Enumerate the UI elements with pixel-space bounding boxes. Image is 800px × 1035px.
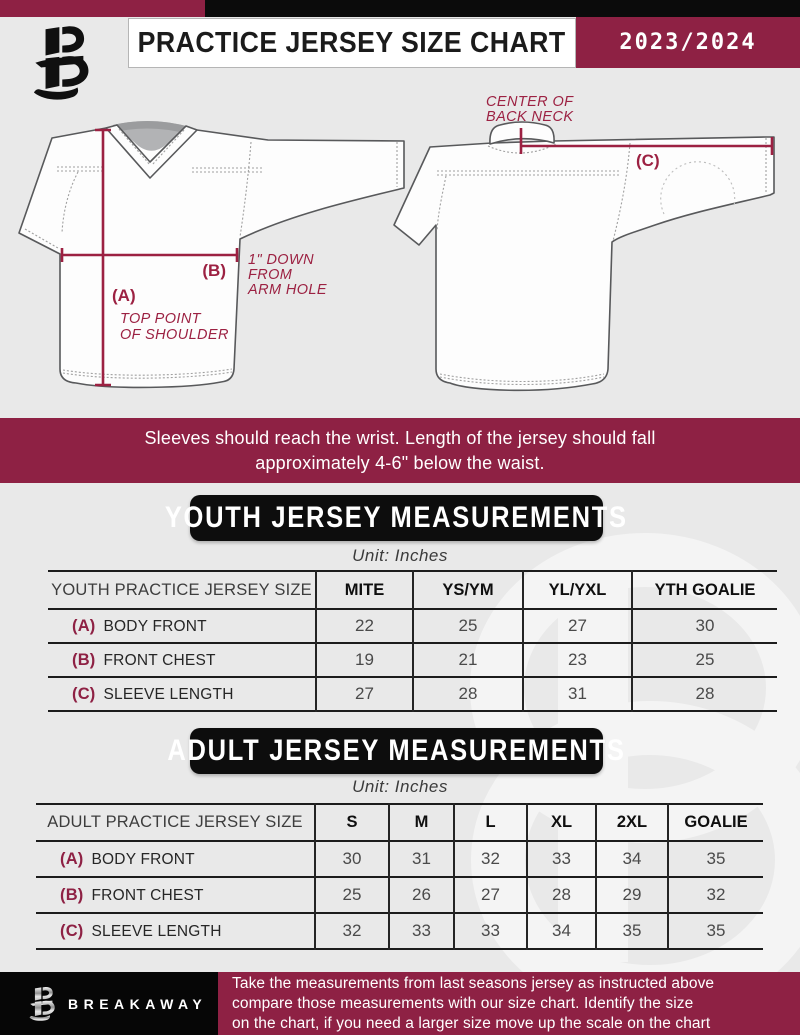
table-cell-value: 31 (389, 841, 454, 877)
column-header: MITE (316, 571, 413, 609)
fit-notice-banner (0, 418, 800, 483)
row-label: FRONT CHEST (103, 651, 216, 669)
table-cell-value: 33 (389, 913, 454, 949)
breakaway-logo-footer (26, 985, 60, 1022)
table-cell-value: 33 (454, 913, 527, 949)
table-cell-value: 27 (523, 609, 632, 643)
table-cell-value: 32 (668, 877, 763, 913)
table-cell-value: 30 (315, 841, 389, 877)
table-cell-value: 28 (632, 677, 777, 711)
row-key: (A) (72, 616, 96, 635)
table-row (48, 677, 777, 711)
column-header: S (315, 804, 389, 841)
table-cell-value: 25 (315, 877, 389, 913)
footer-instructions-line-1: Take the measurements from last seasons jersey as instructed above (232, 974, 715, 992)
row-label-cell (48, 643, 316, 677)
table-cell-value: 33 (527, 841, 596, 877)
row-label: SLEEVE LENGTH (103, 685, 234, 703)
table-row (36, 841, 763, 877)
column-header: YTH GOALIE (632, 571, 777, 609)
table-cell-value: 32 (454, 841, 527, 877)
label-b-text-3: ARM HOLE (248, 282, 327, 298)
footer-instructions-line-2: compare those measurements with our size chart. Identify the size (232, 994, 694, 1012)
row-key: (B) (60, 885, 84, 904)
fit-notice-line-2: approximately 4-6" below the waist. (255, 452, 545, 473)
row-label-cell (36, 913, 315, 949)
footer-instructions-line-3: on the chart, if you need a larger size move up the scale on the chart (232, 1014, 711, 1032)
column-header: YL/YXL (523, 571, 632, 609)
table-cell-value: 34 (596, 841, 668, 877)
adult-heading-text: ADULT JERSEY MEASUREMENTS (167, 734, 626, 767)
table-cell-value: 30 (632, 609, 777, 643)
table-cell-value: 25 (632, 643, 777, 677)
table-cell-value: 27 (454, 877, 527, 913)
table-cell-value: 35 (668, 913, 763, 949)
brand-name: BREAKAWAY (68, 995, 208, 1012)
label-c: (C) (636, 151, 660, 170)
youth-section-heading (165, 495, 628, 541)
table-header-row (36, 804, 763, 841)
footer-brand-block (0, 972, 218, 1035)
adult-section-heading (167, 728, 626, 774)
column-header: L (454, 804, 527, 841)
table-cell-value: 22 (316, 609, 413, 643)
table-row (48, 643, 777, 677)
table-row (36, 877, 763, 913)
row-label-cell (36, 841, 315, 877)
table-cell-value: 27 (316, 677, 413, 711)
youth-size-table (48, 570, 777, 712)
youth-heading-text: YOUTH JERSEY MEASUREMENTS (165, 501, 628, 534)
season-text: 2023/2024 (619, 30, 757, 55)
label-b: (B) (202, 261, 226, 280)
label-a-text-2: OF SHOULDER (120, 327, 229, 343)
row-label-cell (48, 677, 316, 711)
table-row (48, 609, 777, 643)
label-b-text-1: 1" DOWN (248, 252, 314, 268)
adult-unit-label: Unit: Inches (352, 777, 448, 796)
table-cell-value: 28 (413, 677, 523, 711)
season-badge (576, 17, 800, 68)
row-label: FRONT CHEST (91, 886, 204, 904)
adult-size-table (36, 803, 763, 950)
row-label: SLEEVE LENGTH (91, 922, 222, 940)
row-key: (B) (72, 650, 96, 669)
table-cell-value: 35 (596, 913, 668, 949)
table-cell-value: 19 (316, 643, 413, 677)
top-strip-maroon (0, 0, 205, 17)
label-c-text-2: BACK NECK (486, 109, 574, 125)
footer-instructions (218, 972, 800, 1035)
column-header: YS/YM (413, 571, 523, 609)
jersey-diagram (0, 85, 800, 420)
table-cell-value: 31 (523, 677, 632, 711)
column-header: XL (527, 804, 596, 841)
size-header-cell: ADULT PRACTICE JERSEY SIZE (47, 813, 303, 831)
column-header: 2XL (596, 804, 668, 841)
table-cell-value: 29 (596, 877, 668, 913)
label-b-text-2: FROM (248, 267, 293, 283)
row-label: BODY FRONT (91, 850, 195, 868)
row-label: BODY FRONT (103, 617, 207, 635)
table-cell-value: 34 (527, 913, 596, 949)
size-header-cell: YOUTH PRACTICE JERSEY SIZE (51, 580, 312, 599)
top-strip-black (205, 0, 800, 17)
table-cell-value: 23 (523, 643, 632, 677)
table-cell-value: 25 (413, 609, 523, 643)
table-cell-value: 35 (668, 841, 763, 877)
table-header-row (48, 571, 777, 609)
page-title (128, 18, 576, 68)
row-key: (C) (60, 921, 84, 940)
table-cell-value: 28 (527, 877, 596, 913)
row-label-cell (48, 609, 316, 643)
row-key: (A) (60, 849, 84, 868)
youth-unit-label: Unit: Inches (352, 546, 448, 565)
column-header: GOALIE (668, 804, 763, 841)
row-key: (C) (72, 684, 96, 703)
table-cell-value: 32 (315, 913, 389, 949)
fit-notice-line-1: Sleeves should reach the wrist. Length of the jersey should fall (144, 427, 656, 448)
table-cell-value: 21 (413, 643, 523, 677)
jersey-back-view (394, 122, 774, 390)
column-header: M (389, 804, 454, 841)
table-cell-value: 26 (389, 877, 454, 913)
label-c-text-1: CENTER OF (486, 94, 574, 110)
label-a: (A) (112, 286, 136, 305)
row-label-cell (36, 877, 315, 913)
label-a-text-1: TOP POINT (120, 311, 201, 327)
page-title-text: PRACTICE JERSEY SIZE CHART (137, 26, 567, 59)
table-row (36, 913, 763, 949)
